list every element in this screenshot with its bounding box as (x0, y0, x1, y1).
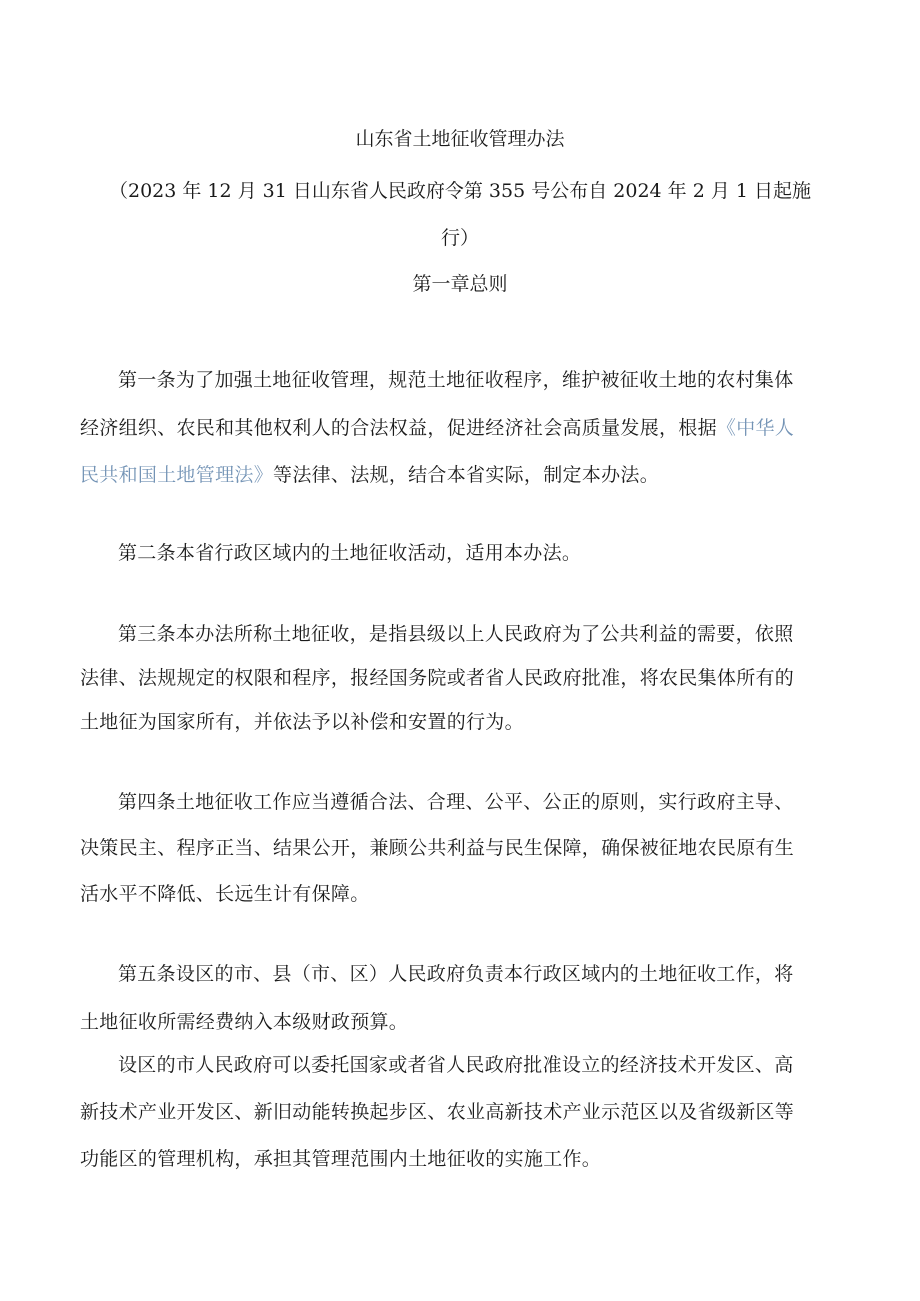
chapter-heading: 第一章总则 (412, 273, 508, 295)
article-4-line-1: 第四条土地征收工作应当遵循合法、合理、公平、公正的原则，实行政府主导、 (118, 791, 794, 813)
document-title: 山东省土地征收管理办法 (355, 128, 565, 150)
article-1-line-1: 第一条为了加强土地征收管理，规范土地征收程序，维护被征收土地的农村集体 (118, 369, 794, 391)
article-1-line-3-text: 等法律、法规，结合本省实际，制定本办法。 (273, 464, 660, 486)
article-3-line-3: 土地征为国家所有，并依法予以补偿和安置的行为。 (80, 711, 524, 733)
land-management-law-link-cont[interactable]: 民共和国土地管理法》 (80, 464, 274, 486)
article-4-line-2: 决策民主、程序正当、结果公开，兼顾公共利益与民生保障，确保被征地农民原有生 (80, 837, 795, 859)
article-3-line-2: 法律、法规规定的权限和程序，报经国务院或者省人民政府批准，将农民集体所有的 (80, 667, 795, 689)
article-5-line-2: 土地征收所需经费纳入本级财政预算。 (80, 1011, 409, 1033)
article-1-line-2 (80, 414, 840, 442)
article-5-para-2-line-3: 功能区的管理机构，承担其管理范围内土地征收的实施工作。 (80, 1148, 602, 1170)
article-1-line-2-text: 经济组织、农民和其他权利人的合法权益，促进经济社会高质量发展，根据 (80, 417, 717, 439)
document-subtitle-line-1: （2023 年 12 月 31 日山东省人民政府令第 355 号公布自 2024 年 2 月 1 日起施 (108, 180, 812, 202)
article-5-para-2-line-1: 设区的市人民政府可以委托国家或者省人民政府批准设立的经济技术开发区、高 (118, 1054, 794, 1076)
article-5-line-1: 第五条设区的市、县（市、区）人民政府负责本行政区域内的土地征收工作，将 (118, 963, 794, 985)
land-management-law-link[interactable]: 《中华人 (716, 417, 795, 439)
article-1-line-3 (80, 461, 840, 489)
document-subtitle-line-2: 行） (440, 227, 479, 249)
article-3-line-1: 第三条本办法所称土地征收，是指县级以上人民政府为了公共利益的需要，依照 (118, 623, 794, 645)
article-4-line-3: 活水平不降低、长远生计有保障。 (80, 883, 370, 905)
article-5-para-2-line-2: 新技术产业开发区、新旧动能转换起步区、农业高新技术产业示范区以及省级新区等 (80, 1101, 795, 1123)
article-2-line-1: 第二条本省行政区域内的土地征收活动，适用本办法。 (118, 542, 582, 564)
